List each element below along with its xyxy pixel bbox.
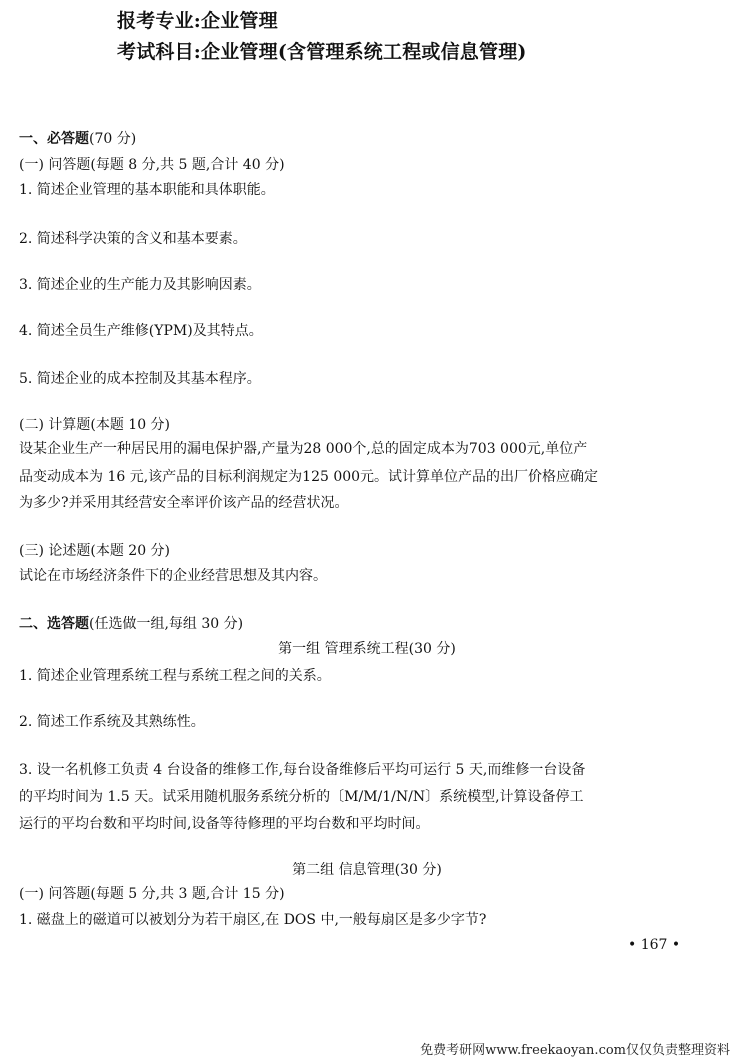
group1-question-2: 2. 简述工作系统及其熟练性。 (19, 714, 205, 730)
question-2: 2. 简述科学决策的含义和基本要素。 (19, 231, 247, 247)
exam-header (117, 6, 527, 68)
group1-question-3-line-3: 运行的平均台数和平均时间,设备等待修理的平均台数和平均时间。 (19, 816, 430, 832)
calc-question-line-1: 设某企业生产一种居民用的漏电保护器,产量为28 000个,总的固定成本为703 000元,单位产 (19, 441, 588, 457)
question-3: 3. 简述企业的生产能力及其影响因素。 (19, 277, 261, 293)
calc-question-line-2: 品变动成本为 16 元,该产品的目标利润规定为125 000元。试计算单位产品的出厂价格应确定 (19, 469, 599, 485)
group1-question-3-line-2: 的平均时间为 1.5 天。试采用随机服务系统分析的〔M/M/1/N/N〕系统模型,计算设备停工 (19, 789, 584, 805)
part1-title-bold: 一、必答题 (19, 131, 89, 147)
part1-title-score: (70 分) (89, 131, 137, 147)
footer-watermark: 免费考研网www.freekaoyan.com仅仅负责整理资料 (420, 1043, 730, 1058)
part1-title (19, 130, 136, 148)
question-1: 1. 简述企业管理的基本职能和具体职能。 (19, 182, 275, 198)
part2-title (19, 615, 243, 633)
major-line: 报考专业:企业管理 (117, 10, 278, 32)
essay-section-heading: (三) 论述题(本题 20 分) (19, 543, 171, 559)
page-number: • 167 • (628, 937, 681, 953)
calc-section-heading: (二) 计算题(本题 10 分) (19, 417, 171, 433)
group2-title: 第二组 信息管理(30 分) (292, 862, 442, 878)
question-5: 5. 简述企业的成本控制及其基本程序。 (19, 371, 261, 387)
part2-title-bold: 二、选答题 (19, 616, 89, 632)
group2-qa-heading: (一) 问答题(每题 5 分,共 3 题,合计 15 分) (19, 886, 285, 902)
group2-question-1: 1. 磁盘上的磁道可以被划分为若干扇区,在 DOS 中,一般每扇区是多少字节? (19, 912, 487, 928)
essay-question: 试论在市场经济条件下的企业经营思想及其内容。 (19, 568, 327, 584)
group1-question-1: 1. 简述企业管理系统工程与系统工程之间的关系。 (19, 668, 331, 684)
group1-title: 第一组 管理系统工程(30 分) (278, 641, 456, 657)
part2-title-note: (任选做一组,每组 30 分) (89, 616, 244, 632)
subject-line: 考试科目:企业管理(含管理系统工程或信息管理) (117, 41, 527, 63)
group1-question-3-line-1: 3. 设一名机修工负责 4 台设备的维修工作,每台设备维修后平均可运行 5 天,而维修一台设备 (19, 762, 586, 778)
question-4: 4. 简述全员生产维修(YPM)及其特点。 (19, 323, 263, 339)
qa-section-heading: (一) 问答题(每题 8 分,共 5 题,合计 40 分) (19, 157, 285, 173)
calc-question-line-3: 为多少?并采用其经营安全率评价该产品的经营状况。 (19, 495, 349, 511)
